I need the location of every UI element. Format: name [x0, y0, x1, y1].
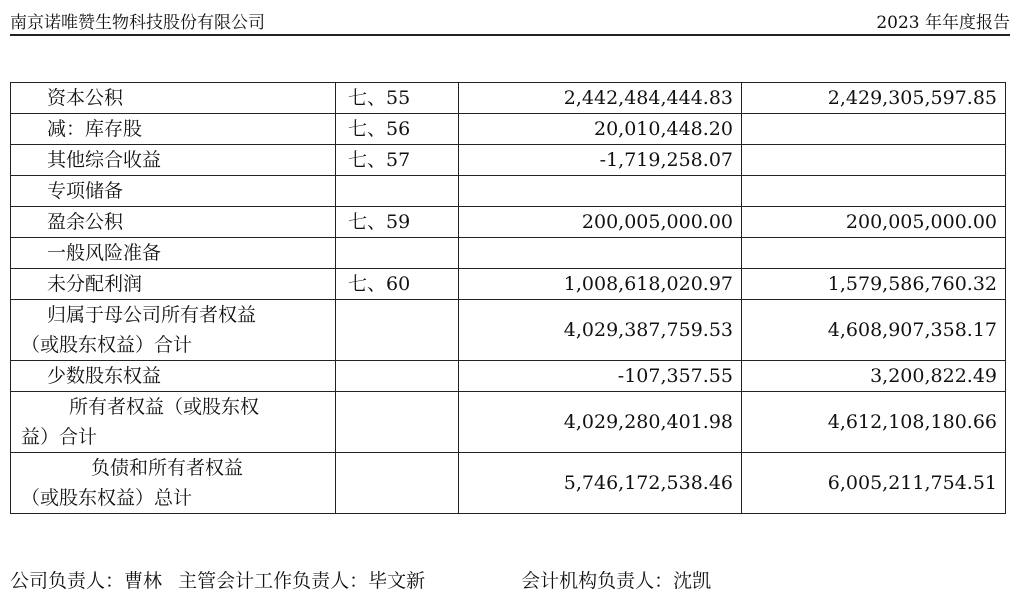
row-note: 七、60	[336, 269, 459, 300]
row-label: 少数股东权益	[11, 361, 336, 392]
row-current-value: -107,357.55	[459, 361, 742, 392]
row-label-line1: 归属于母公司所有者权益	[47, 304, 257, 326]
row-label	[11, 453, 336, 514]
row-previous-value: 4,608,907,358.17	[742, 300, 1006, 361]
row-label: 其他综合收益	[11, 145, 336, 176]
row-note: 七、59	[336, 207, 459, 238]
row-note	[336, 238, 459, 269]
table-row	[11, 145, 1006, 176]
page-header	[10, 4, 1010, 36]
row-previous-value: 4,612,108,180.66	[742, 392, 1006, 453]
row-note: 七、56	[336, 114, 459, 145]
row-label-line2: （或股东权益）总计	[21, 487, 193, 509]
row-previous-value: 200,005,000.00	[742, 207, 1006, 238]
table-row	[11, 207, 1006, 238]
row-label: 资本公积	[11, 83, 336, 114]
row-current-value: 200,005,000.00	[459, 207, 742, 238]
table-row	[11, 238, 1006, 269]
report-title: 2023 年年度报告	[876, 13, 1010, 33]
row-label: 减：库存股	[11, 114, 336, 145]
accounting-head-label: 主管会计工作负责人：毕文新	[178, 570, 426, 592]
row-previous-value: 2,429,305,597.85	[742, 83, 1006, 114]
row-note	[336, 392, 459, 453]
row-label-line1: 所有者权益（或股东权	[69, 396, 260, 418]
row-label: 一般风险准备	[11, 238, 336, 269]
row-note	[336, 176, 459, 207]
row-previous-value: 1,579,586,760.32	[742, 269, 1006, 300]
row-label	[11, 392, 336, 453]
table-row	[11, 300, 1006, 361]
row-current-value: 20,010,448.20	[459, 114, 742, 145]
company-name: 南京诺唯赞生物科技股份有限公司	[10, 13, 265, 33]
table-row	[11, 176, 1006, 207]
row-note	[336, 300, 459, 361]
row-label-line1: 负债和所有者权益	[91, 457, 244, 479]
table-row	[11, 269, 1006, 300]
row-previous-value	[742, 114, 1006, 145]
row-current-value: 5,746,172,538.46	[459, 453, 742, 514]
signature-footer	[10, 566, 711, 593]
row-note	[336, 361, 459, 392]
company-head-label: 公司负责人：曹林	[10, 570, 163, 592]
row-previous-value	[742, 176, 1006, 207]
row-label: 未分配利润	[11, 269, 336, 300]
row-label: 专项储备	[11, 176, 336, 207]
row-label: 盈余公积	[11, 207, 336, 238]
row-previous-value: 3,200,822.49	[742, 361, 1006, 392]
row-current-value	[459, 238, 742, 269]
row-note: 七、57	[336, 145, 459, 176]
row-current-value: -1,719,258.07	[459, 145, 742, 176]
balance-sheet-table	[10, 82, 1006, 514]
table-row	[11, 114, 1006, 145]
table-row	[11, 392, 1006, 453]
row-note: 七、55	[336, 83, 459, 114]
row-label-line2: 益）合计	[21, 426, 98, 448]
table-row	[11, 453, 1006, 514]
row-label	[11, 300, 336, 361]
row-current-value: 4,029,280,401.98	[459, 392, 742, 453]
row-current-value: 2,442,484,444.83	[459, 83, 742, 114]
row-previous-value	[742, 238, 1006, 269]
table-row	[11, 361, 1006, 392]
dept-head-label: 会计机构负责人：沈凯	[521, 570, 712, 592]
table-row	[11, 83, 1006, 114]
row-current-value	[459, 176, 742, 207]
row-previous-value	[742, 145, 1006, 176]
row-current-value: 4,029,387,759.53	[459, 300, 742, 361]
row-previous-value: 6,005,211,754.51	[742, 453, 1006, 514]
row-note	[336, 453, 459, 514]
row-label-line2: （或股东权益）合计	[21, 334, 193, 356]
row-current-value: 1,008,618,020.97	[459, 269, 742, 300]
